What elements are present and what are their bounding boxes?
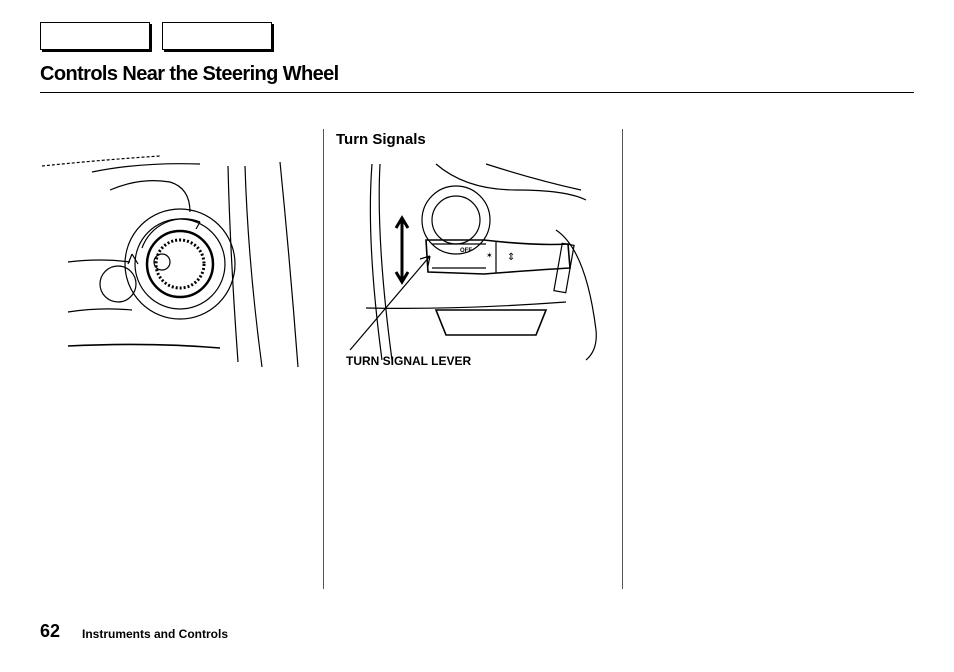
section-heading: Turn Signals [336, 131, 426, 148]
high-beam-arrow-icon: ⇕ [507, 252, 516, 263]
column-divider-left [323, 129, 324, 589]
turn-signal-lever-illustration [336, 160, 606, 372]
dimmer-knob-illustration [40, 152, 305, 372]
turn-signal-lever-callout: TURN SIGNAL LEVER [346, 354, 472, 368]
title-rule [40, 92, 914, 93]
lever-off-label: OFF [460, 248, 472, 254]
nav-button-1[interactable] [40, 22, 150, 50]
nav-button-2[interactable] [162, 22, 272, 50]
page-number: 62 [40, 621, 61, 641]
headlight-icon: ✶ [486, 251, 493, 260]
footer-section-name: Instruments and Controls [82, 627, 229, 641]
column-divider-right [622, 129, 623, 589]
page-title: Controls Near the Steering Wheel [40, 63, 339, 85]
